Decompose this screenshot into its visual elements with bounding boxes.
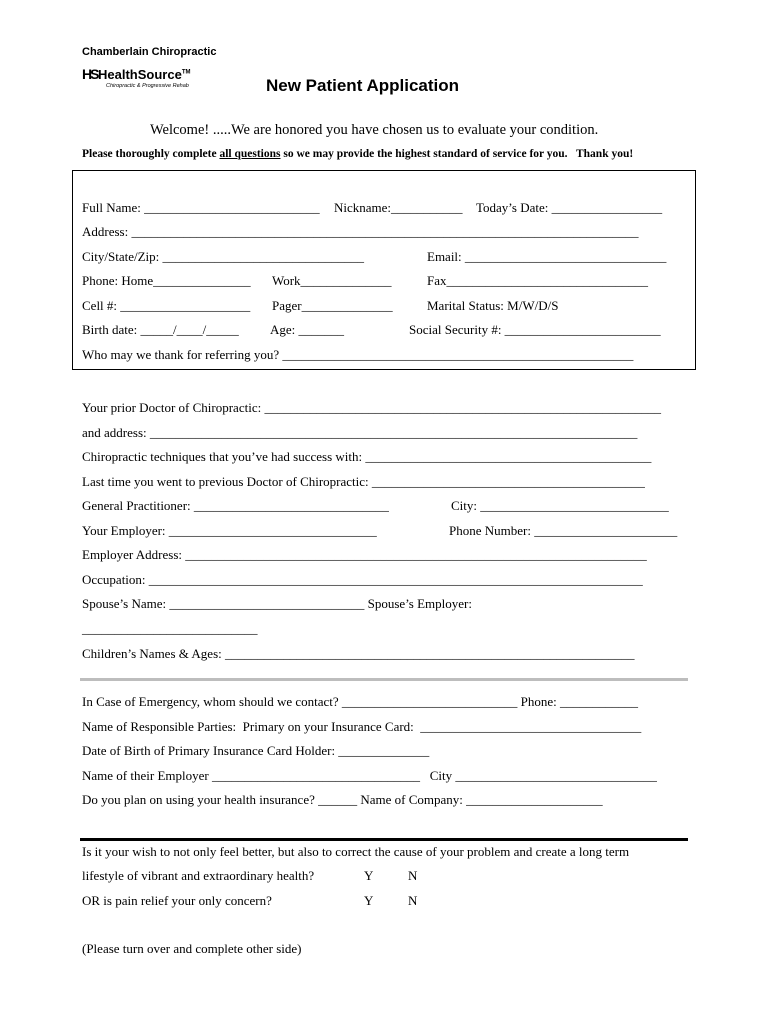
- page-title: New Patient Application: [266, 76, 460, 95]
- gp-city-field[interactable]: City: _____________________________: [451, 498, 669, 513]
- nickname-field[interactable]: Nickname:___________: [334, 200, 463, 215]
- goal-no-option[interactable]: N: [408, 868, 418, 883]
- spouse-employer-field[interactable]: ___________________________: [82, 621, 258, 636]
- turn-over-note: (Please turn over and complete other side): [82, 941, 302, 956]
- employer-field[interactable]: Your Employer: ________________________________: [82, 523, 377, 538]
- logo-tagline: Chiropractic & Progressive Rehab: [106, 83, 189, 89]
- social-security-field[interactable]: Social Security #: ________________________: [409, 322, 661, 337]
- notice-underlined: all questions: [219, 148, 281, 160]
- section-divider: [80, 838, 688, 841]
- pain-relief-question: OR is pain relief your only concern?: [82, 893, 272, 908]
- prior-doctor-field[interactable]: Your prior Doctor of Chiropractic: _____________________________________________________________: [82, 400, 661, 415]
- address-field[interactable]: Address: ______________________________________________________________________________: [82, 224, 639, 239]
- prior-doctor-address-field[interactable]: and address: ___________________________________________________________________________: [82, 425, 638, 440]
- goal-question-line2: lifestyle of vibrant and extraordinary health?: [82, 868, 315, 883]
- children-field[interactable]: Children’s Names & Ages: _______________________________________________________________: [82, 646, 635, 661]
- logo-name: [98, 67, 190, 82]
- logo-name-text: HealthSource: [98, 67, 182, 82]
- cell-field[interactable]: Cell #: ____________________: [82, 298, 251, 313]
- logo-mark: HS: [82, 66, 98, 82]
- occupation-field[interactable]: Occupation: ____________________________________________________________________________: [82, 572, 643, 587]
- age-field[interactable]: Age: _______: [270, 322, 345, 337]
- referral-field[interactable]: Who may we thank for referring you? ______________________________________________________: [82, 347, 634, 362]
- pain-relief-no-option[interactable]: N: [408, 893, 418, 908]
- fax-field[interactable]: Fax_______________________________: [427, 273, 648, 288]
- insurance-field[interactable]: Do you plan on using your health insurance? ______ Name of Company: _____________________: [82, 792, 603, 807]
- instructions-text: [82, 148, 633, 160]
- healthsource-logo: [82, 64, 222, 94]
- notice-before: Please thoroughly complete: [82, 148, 220, 160]
- email-field[interactable]: Email: _______________________________: [427, 249, 667, 264]
- full-name-field[interactable]: Full Name: ___________________________: [82, 200, 320, 215]
- employer-address-field[interactable]: Employer Address: _______________________________________________________________________: [82, 547, 647, 562]
- birth-date-field[interactable]: Birth date: _____/____/_____: [82, 322, 239, 337]
- responsible-party-field[interactable]: Name of Responsible Parties: Primary on your Insurance Card: __________________________________: [82, 719, 642, 734]
- logo-tm: TM: [181, 69, 191, 76]
- holder-dob-field[interactable]: Date of Birth of Primary Insurance Card Holder: ______________: [82, 743, 430, 758]
- techniques-field[interactable]: Chiropractic techniques that you’ve had success with: ____________________________________________: [82, 449, 652, 464]
- welcome-text: Welcome! .....We are honored you have chosen us to evaluate your condition.: [150, 122, 599, 138]
- last-visit-field[interactable]: Last time you went to previous Doctor of Chiropractic: __________________________________________: [82, 474, 645, 489]
- goal-question-line1: Is it your wish to not only feel better, but also to correct the cause of your problem and create a long term: [82, 844, 630, 859]
- work-phone-field[interactable]: Work______________: [272, 273, 392, 288]
- goal-yes-option[interactable]: Y: [364, 868, 374, 883]
- pager-field[interactable]: Pager______________: [272, 298, 393, 313]
- section-divider: [80, 678, 688, 681]
- notice-after: so we may provide the highest standard of service for you. Thank you!: [280, 148, 634, 160]
- general-practitioner-field[interactable]: General Practitioner: ______________________________: [82, 498, 389, 513]
- marital-status-field[interactable]: Marital Status: M/W/D/S: [427, 298, 559, 313]
- pain-relief-yes-option[interactable]: Y: [364, 893, 374, 908]
- emergency-contact-field[interactable]: In Case of Emergency, whom should we contact? ___________________________ Phone: ____________: [82, 694, 639, 709]
- phone-home-field[interactable]: Phone: Home_______________: [82, 273, 251, 288]
- todays-date-field[interactable]: Today’s Date: _________________: [476, 200, 663, 215]
- practice-name: Chamberlain Chiropractic: [82, 46, 217, 58]
- holder-employer-field[interactable]: Name of their Employer ________________________________ City _______________________________: [82, 768, 657, 783]
- city-state-zip-field[interactable]: City/State/Zip: _______________________________: [82, 249, 365, 264]
- spouse-name-field[interactable]: Spouse’s Name: ______________________________ Spouse’s Employer:: [82, 596, 472, 611]
- employer-phone-field[interactable]: Phone Number: ______________________: [449, 523, 678, 538]
